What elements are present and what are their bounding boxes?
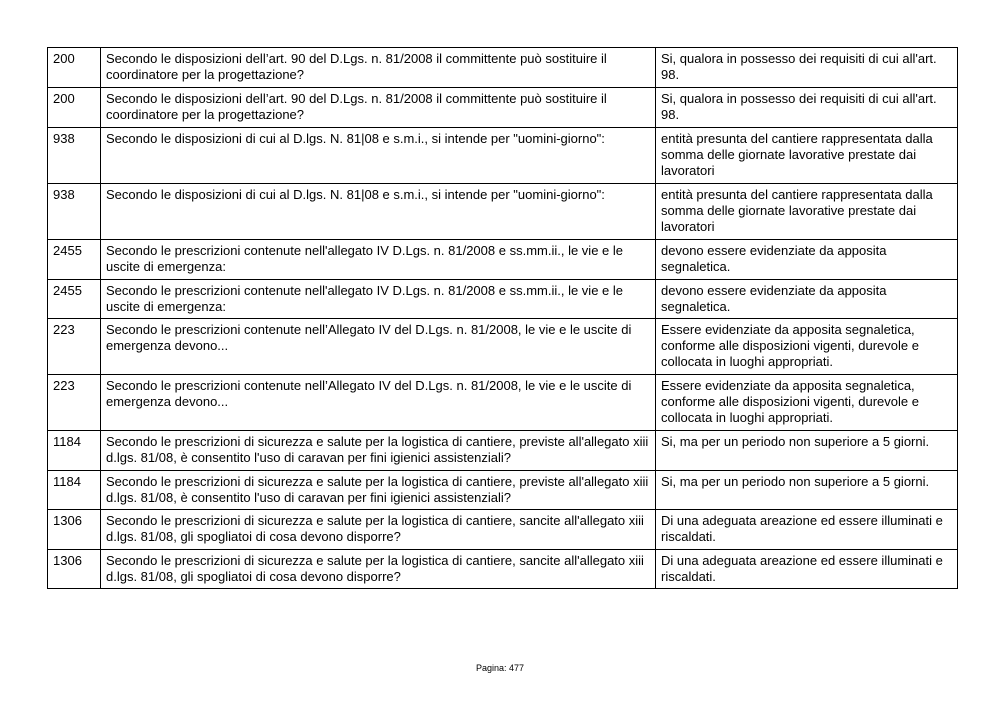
row-id: 1306	[48, 550, 101, 589]
row-answer: Si, ma per un periodo non superiore a 5 giorni.	[656, 431, 958, 471]
row-id: 223	[48, 319, 101, 375]
row-answer: devono essere evidenziate da apposita segnaletica.	[656, 280, 958, 319]
row-answer: Di una adeguata areazione ed essere illuminati e riscaldati.	[656, 510, 958, 550]
row-answer: entità presunta del cantiere rappresentata dalla somma delle giornate lavorative prestate dai lavoratori	[656, 128, 958, 184]
row-question: Secondo le prescrizioni di sicurezza e salute per la logistica di cantiere, sancite all'allegato xiii d.lgs. 81/08, gli spogliatoi di cosa devono disporre?	[101, 510, 656, 550]
qa-table-body	[48, 48, 958, 589]
row-question: Secondo le prescrizioni contenute nell'allegato IV D.Lgs. n. 81/2008 e ss.mm.ii., le vie e le uscite di emergenza:	[101, 240, 656, 280]
table-row	[48, 431, 958, 471]
row-id: 938	[48, 128, 101, 184]
row-answer: Essere evidenziate da apposita segnaletica, conforme alle disposizioni vigenti, durevole e collocata in luoghi appropriati.	[656, 375, 958, 431]
row-id: 1184	[48, 471, 101, 510]
row-id: 200	[48, 88, 101, 128]
table-row	[48, 184, 958, 240]
table-row	[48, 88, 958, 128]
row-answer: devono essere evidenziate da apposita segnaletica.	[656, 240, 958, 280]
row-id: 2455	[48, 280, 101, 319]
row-question: Secondo le disposizioni dell’art. 90 del D.Lgs. n. 81/2008 il committente può sostituire il coordinatore per la progettazione?	[101, 88, 656, 128]
table-row	[48, 280, 958, 319]
qa-table	[47, 47, 958, 589]
table-row	[48, 375, 958, 431]
row-answer: Si, qualora in possesso dei requisiti di cui all'art. 98.	[656, 48, 958, 88]
row-question: Secondo le prescrizioni contenute nell’Allegato IV del D.Lgs. n. 81/2008, le vie e le uscite di emergenza devono...	[101, 319, 656, 375]
row-id: 223	[48, 375, 101, 431]
table-row	[48, 48, 958, 88]
page-number: Pagina: 477	[475, 663, 525, 673]
row-id: 1184	[48, 431, 101, 471]
table-row	[48, 550, 958, 589]
row-question: Secondo le disposizioni di cui al D.lgs. N. 81|08 e s.m.i., si intende per "uomini-giorno":	[101, 184, 656, 240]
row-answer: entità presunta del cantiere rappresentata dalla somma delle giornate lavorative prestate dai lavoratori	[656, 184, 958, 240]
row-question: Secondo le prescrizioni di sicurezza e salute per la logistica di cantiere, sancite all'allegato xiii d.lgs. 81/08, gli spogliatoi di cosa devono disporre?	[101, 550, 656, 589]
table-row	[48, 319, 958, 375]
row-id: 200	[48, 48, 101, 88]
row-question: Secondo le prescrizioni di sicurezza e salute per la logistica di cantiere, previste all'allegato xiii d.lgs. 81/08, è consentito l'uso di caravan per fini igienici assistenziali?	[101, 431, 656, 471]
table-row	[48, 471, 958, 510]
row-question: Secondo le disposizioni dell’art. 90 del D.Lgs. n. 81/2008 il committente può sostituire il coordinatore per la progettazione?	[101, 48, 656, 88]
row-answer: Si, qualora in possesso dei requisiti di cui all'art. 98.	[656, 88, 958, 128]
row-question: Secondo le prescrizioni contenute nell'allegato IV D.Lgs. n. 81/2008 e ss.mm.ii., le vie e le uscite di emergenza:	[101, 280, 656, 319]
table-row	[48, 128, 958, 184]
table-row	[48, 510, 958, 550]
row-question: Secondo le prescrizioni contenute nell’Allegato IV del D.Lgs. n. 81/2008, le vie e le uscite di emergenza devono...	[101, 375, 656, 431]
row-id: 1306	[48, 510, 101, 550]
row-answer: Si, ma per un periodo non superiore a 5 giorni.	[656, 471, 958, 510]
row-question: Secondo le prescrizioni di sicurezza e salute per la logistica di cantiere, previste all'allegato xiii d.lgs. 81/08, è consentito l'uso di caravan per fini igienici assistenziali?	[101, 471, 656, 510]
table-row	[48, 240, 958, 280]
row-id: 938	[48, 184, 101, 240]
row-id: 2455	[48, 240, 101, 280]
row-answer: Di una adeguata areazione ed essere illuminati e riscaldati.	[656, 550, 958, 589]
row-answer: Essere evidenziate da apposita segnaletica, conforme alle disposizioni vigenti, durevole e collocata in luoghi appropriati.	[656, 319, 958, 375]
row-question: Secondo le disposizioni di cui al D.lgs. N. 81|08 e s.m.i., si intende per "uomini-giorno":	[101, 128, 656, 184]
